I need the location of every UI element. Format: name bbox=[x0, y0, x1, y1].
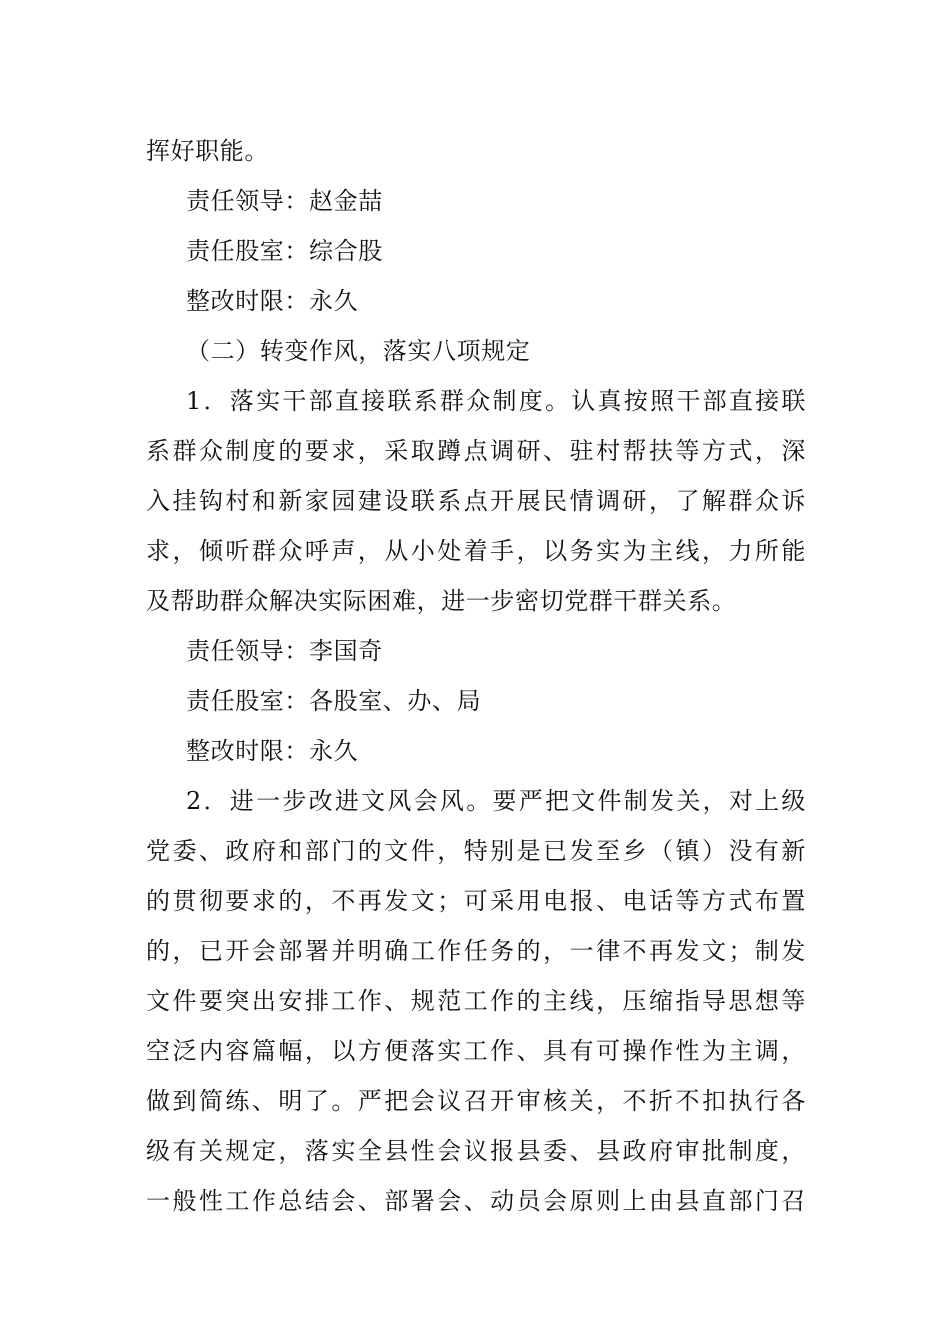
paragraph-2-line-2: 党委、政府和部门的文件，特别是已发至乡（镇）没有新 bbox=[146, 837, 806, 865]
responsible-office-line-2: 责任股室：各股室、办、局 bbox=[186, 687, 482, 715]
paragraph-2-line-8: 级有关规定，落实全县性会议报县委、县政府审批制度， bbox=[146, 1137, 806, 1165]
responsible-office-line: 责任股室：综合股 bbox=[186, 237, 383, 265]
paragraph-1-line-2: 系群众制度的要求，采取蹲点调研、驻村帮扶等方式，深 bbox=[146, 437, 806, 465]
paragraph-1-line-5: 及帮助群众解决实际困难，进一步密切党群干群关系。 bbox=[146, 587, 737, 615]
paragraph-2-line-3: 的贯彻要求的，不再发文；可采用电报、电话等方式布置 bbox=[146, 887, 806, 915]
paragraph-2-line-5: 文件要突出安排工作、规范工作的主线，压缩指导思想等 bbox=[146, 987, 806, 1015]
paragraph-1-line-4: 求，倾听群众呼声，从小处着手，以务实为主线，力所能 bbox=[146, 537, 806, 565]
paragraph-2-line-7: 做到简练、明了。严把会议召开审核关，不折不扣执行各 bbox=[146, 1087, 806, 1115]
responsible-leader-line-2: 责任领导：李国奇 bbox=[186, 637, 383, 665]
rectification-deadline-line: 整改时限：永久 bbox=[186, 287, 359, 315]
paragraph-2-line-6: 空泛内容篇幅，以方便落实工作、具有可操作性为主调， bbox=[146, 1037, 806, 1065]
paragraph-2-line-9: 一般性工作总结会、部署会、动员会原则上由县直部门召 bbox=[146, 1187, 806, 1215]
rectification-deadline-line-2: 整改时限：永久 bbox=[186, 737, 359, 765]
paragraph-1-line-1: 1．落实干部直接联系群众制度。认真按照干部直接联 bbox=[186, 387, 806, 415]
text-line-continuation: 挥好职能。 bbox=[146, 137, 269, 165]
paragraph-2-line-4: 的，已开会部署并明确工作任务的，一律不再发文；制发 bbox=[146, 937, 806, 965]
responsible-leader-line: 责任领导：赵金喆 bbox=[186, 187, 383, 215]
section-heading: （二）转变作风，落实八项规定 bbox=[186, 337, 531, 365]
paragraph-1-line-3: 入挂钩村和新家园建设联系点开展民情调研，了解群众诉 bbox=[146, 487, 806, 515]
paragraph-2-line-1: 2．进一步改进文风会风。要严把文件制发关，对上级 bbox=[186, 787, 806, 815]
